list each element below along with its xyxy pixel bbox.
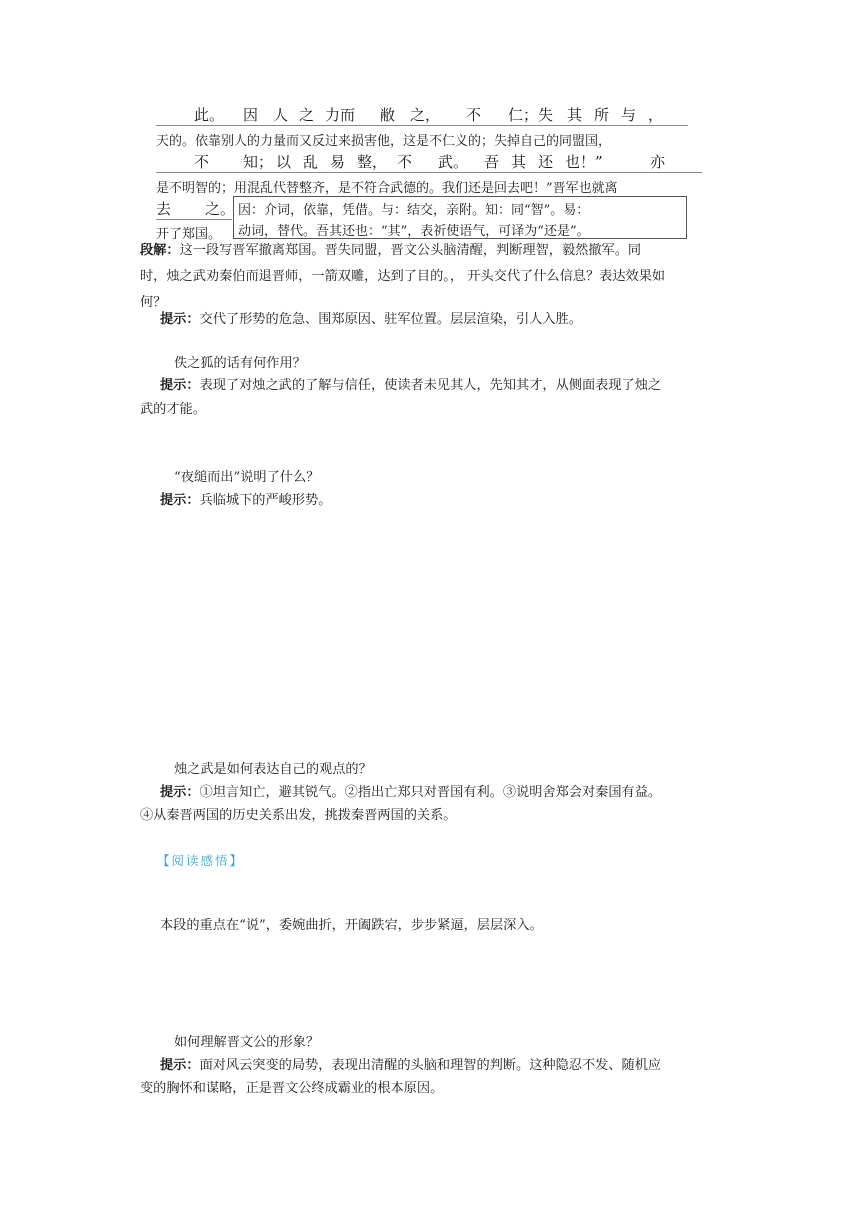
orig-char: 不 xyxy=(397,153,413,171)
annotation-line-2: 动词，替代。吾其还也：“其”，表祈使语气，可译为“还是”。 xyxy=(238,224,590,239)
orig-char: ， xyxy=(648,106,664,124)
orig-char: 之。 xyxy=(205,200,236,218)
question-3: “夜缒而出”说明了什么？ xyxy=(174,470,320,485)
orig-char: 所 xyxy=(594,106,610,124)
orig-char: 不 xyxy=(194,153,210,171)
divider xyxy=(156,172,702,173)
original-line-1 xyxy=(0,104,860,124)
orig-char: 知； xyxy=(243,153,274,171)
orig-char: 其 xyxy=(511,153,527,171)
orig-char: 整， xyxy=(357,153,388,171)
orig-char: 去 xyxy=(156,200,172,218)
translation-line-3: 开了郑国。 xyxy=(156,227,222,242)
orig-char: 此。 xyxy=(194,106,225,124)
orig-char: 之 xyxy=(299,106,315,124)
paragraph-explanation xyxy=(140,238,665,316)
hint-text: ①坦言知亡，避其锐气。②指出亡郑只对晋国有利。③说明舍郑会对秦国有益。 xyxy=(199,785,662,800)
reflection-text: 本段的重点在“说”，委婉曲折，开阖跌宕，步步紧逼，层层深入。 xyxy=(160,918,543,933)
orig-char: 其 xyxy=(567,106,583,124)
hint-4-cont: ④从秦晋两国的历史关系出发，挑拨秦晋两国的关系。 xyxy=(140,808,457,823)
hint-label: 提示： xyxy=(160,1058,200,1073)
hint-2 xyxy=(160,373,661,399)
orig-char: 与 xyxy=(621,106,637,124)
hint-3 xyxy=(160,488,331,514)
explanation-text: 何？ xyxy=(140,295,167,310)
orig-char: 因 xyxy=(243,106,259,124)
hint-label: 提示： xyxy=(160,785,200,800)
question-2: 佚之狐的话有何作用？ xyxy=(174,356,306,371)
orig-char: 以 xyxy=(276,153,292,171)
translation-line-1: 天的。依靠别人的力量而又反过来损害他，这是不仁义的；失掉自己的同盟国， xyxy=(156,134,612,149)
hint-label: 提示： xyxy=(160,378,200,393)
orig-char: 不 xyxy=(466,106,482,124)
label-duanjie: 段解： xyxy=(140,243,180,258)
divider xyxy=(156,125,688,126)
hint-text: 表现了对烛之武的了解与信任，使读者未见其人，先知其才，从侧面表现了烛之 xyxy=(199,378,662,393)
orig-char: 乱 xyxy=(303,153,319,171)
hint-text: 兵临城下的严峻形势。 xyxy=(199,493,332,508)
orig-char: 武。 xyxy=(438,153,469,171)
orig-char: 之， xyxy=(410,106,441,124)
explanation-text: 这一段写晋军撤离郑国。晋失同盟，晋文公头脑清醒，判断理智，毅然撤军。同 xyxy=(179,243,642,258)
explanation-text: 时，烛之武劝秦伯而退晋师，一箭双雕，达到了目的。， 开头交代了什么信息？表达效果如 xyxy=(140,269,666,284)
hint-text: 面对风云突变的局势，表现出清醒的头脑和理智的判断。这种隐忍不发、随机应 xyxy=(199,1058,662,1073)
orig-char: 仁；失 xyxy=(508,106,554,124)
question-4: 烛之武是如何表达自己的观点的？ xyxy=(174,762,372,777)
annotation-line-1: 因：介词，依靠，凭借。与：结交，亲附。知：同“智”。易： xyxy=(238,203,590,218)
orig-char: 易 xyxy=(330,153,346,171)
orig-char: 人 xyxy=(273,106,289,124)
hint-label: 提示： xyxy=(160,312,200,327)
divider xyxy=(156,219,232,220)
orig-char: 力而 xyxy=(325,106,356,124)
orig-char: 吾 xyxy=(484,153,500,171)
hint-2-cont: 武的才能。 xyxy=(140,402,206,417)
orig-char: 亦 xyxy=(650,153,666,171)
section-tag-reading-insight: 【阅读感悟】 xyxy=(157,853,245,868)
original-line-2 xyxy=(0,151,860,171)
orig-char: 敝 xyxy=(380,106,396,124)
hint-5-cont: 变的胸怀和谋略，正是晋文公终成霸业的根本原因。 xyxy=(140,1081,444,1096)
orig-char: 也！” xyxy=(565,153,603,171)
hint-label: 提示： xyxy=(160,493,200,508)
orig-char: 还 xyxy=(538,153,554,171)
translation-line-2: 是不明智的；用混乱代替整齐，是不符合武德的。我们还是回去吧！”晋军也就离 xyxy=(156,181,618,196)
hint-text: 交代了形势的危急、围郑原因、驻军位置。层层渲染，引人入胜。 xyxy=(199,312,582,327)
question-5: 如何理解晋文公的形象？ xyxy=(174,1035,320,1050)
hint-1 xyxy=(160,307,582,333)
